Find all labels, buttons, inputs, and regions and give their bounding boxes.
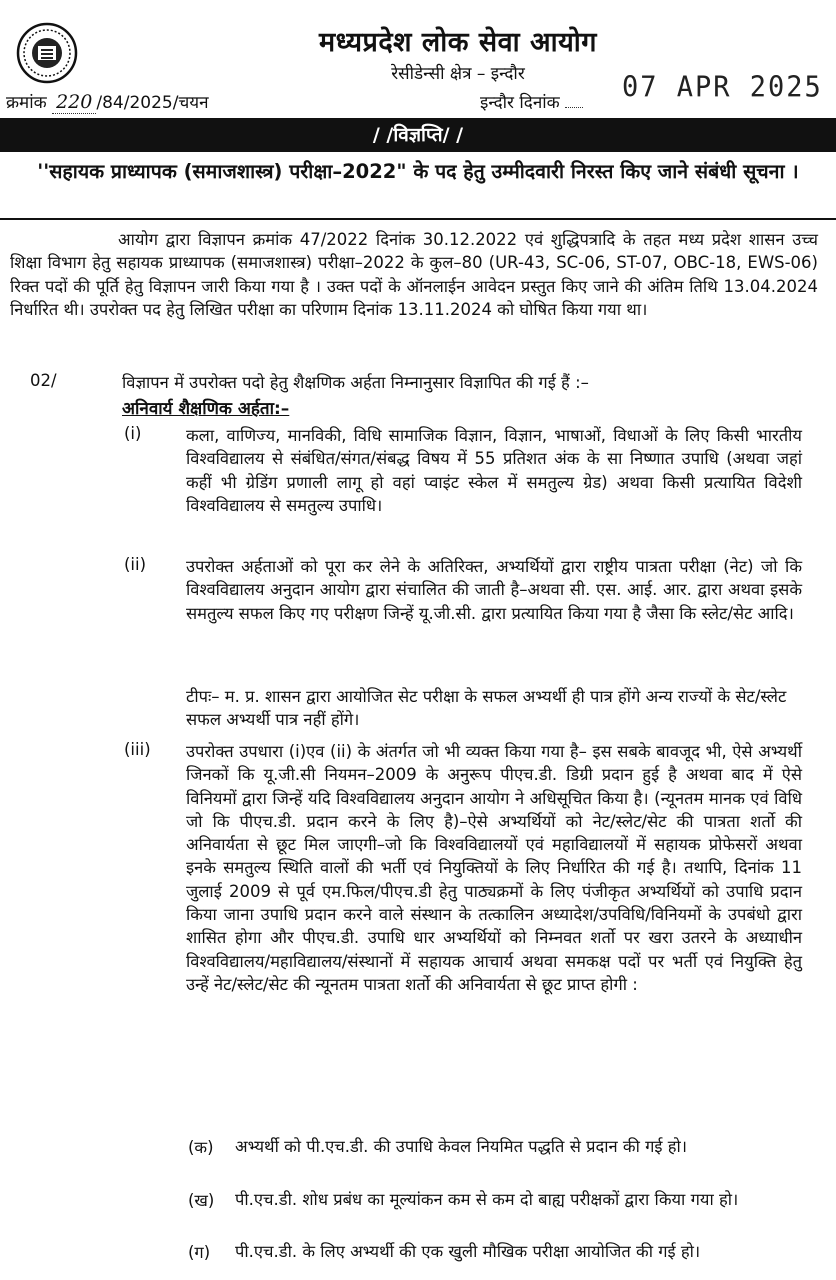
subitem-number: (ग) [188,1243,211,1262]
organization-address: रेसीडेन्सी क्षेत्र – इन्दौर [391,64,525,84]
handwritten-ref-number: 220 [52,91,96,114]
section-2-heading: अनिवार्य शैक्षणिक अर्हता:– [122,399,290,419]
ref-suffix: /84/2025/चयन [96,93,209,113]
mppsc-emblem-logo [16,22,78,84]
date-label: इन्दौर दिनांक [480,93,560,113]
subject-divider [0,218,836,220]
subitem-text: पी.एच.डी. के लिए अभ्यर्थी की एक खुली मौखिक परीक्षा आयोजित की गई हो। [235,1242,701,1261]
item-number: (ii) [124,555,147,574]
tip-note: टीपः– म. प्र. शासन द्वारा आयोजित सेट परीक्षा के सफल अभ्यर्थी ही पात्र होंगे अन्य राज्यों के सेट/स्लेट सफल अभ्यर्थी पात्र नहीं होंगे। [186,687,787,730]
section-2-intro: विज्ञापन में उपरोक्त पदो हेतु शैक्षणिक अर्हता निम्नानुसार विज्ञापित की गई हैं :– [122,373,589,392]
item-text: उपरोक्त उपधारा (i)एव (ii) के अंतर्गत जो भी व्यक्त किया गया है– इस सबके बावजूद भी, ऐसे अभ्यर्थी जिनकों कि यू.जी.सी नियमन–2009 के अनुरूप पीएच.डी. डिग्री प्रदान हुई है अथवा बाद में ऐसे विनियमों द्वारा जिन्हें यदि विश्वविद्यालय अनुदान आयोग ने अधिसूचित किया है। (न्यूनतम मानक एवं विधि जो कि पीएच.डी. प्रदान करने के लिए है)–ऐसे अभ्यर्थियों को नेट/स्लेट/सेट की पात्रता शर्तो की अनिवार्यता से छूट मिल जाएगी–जो कि विश्वविद्यालयों एवं महाविद्यालयों में सहायक प्रोफेसरों अथवा इनके समतुल्य स्थिति वालों की भर्ती एवं नियुक्तियों के लिए निर्धारित की गई है। तथापि, दिनांक 11 जुलाई 2009 से पूर्व एम.फिल/पीएच.डी हेतु पाठ्यक्रमों के लिए पंजीकृत अभ्यर्थियों को उपाधि प्रदान किया जाना उपाधि प्रदान करने वाले संस्थान के तत्कालिन अध्यादेश/उपविधि/विनियमों के उपबंधो द्वारा शासित होगा और पीएच.डी. उपाधि धार अभ्यर्थियों को निम्नवत शर्तो पर खरा उतरने के अध्याधीन विश्वविद्यालय/महाविद्यालय/संस्थानों में सहायक आचार्य अथवा समकक्ष पदों पर भर्ती एवं नियुक्ति हेतु उन्हें नेट/स्लेट/सेट की न्यूनतम पात्रता शर्तो की अनिवार्यता से छूट प्राप्त होगी : [186,742,802,994]
notice-subject: ''सहायक प्राध्यापक (समाजशास्त्र) परीक्षा–2022" के पद हेतु उम्मीदवारी निरस्त किए जाने संबंधी सूचना । [37,160,799,183]
date-stamp: 07 APR 2025 [622,71,823,104]
date-dotted-line [565,107,583,108]
item-number: (iii) [124,740,151,759]
reference-number [6,90,209,113]
ref-prefix: क्रमांक [6,93,47,113]
date-line [480,90,583,113]
item-text: कला, वाणिज्य, मानविकी, विधि सामाजिक विज्ञान, विज्ञान, भाषाओं, विधाओं के लिए किसी भारतीय विश्वविद्यालय से संबंधित/संगत/संबद्ध विषय में 55 प्रतिशत अंक के सा निष्णात उपाधि (अथवा जहां कहीं भी ग्रेडिंग प्रणाली लागू हो वहां प्वाइंट स्केल में समतुल्य ग्रेड) अथवा किसी प्रत्यायित विदेशी विश्वविद्यालय से समतुल्य उपाधि। [186,426,802,515]
paragraph-1: आयोग द्वारा विज्ञापन क्रमांक 47/2022 दिनांक 30.12.2022 एवं शुद्धिपत्रादि के तहत मध्य प्रदेश शासन उच्च शिक्षा विभाग हेतु सहायक प्राध्यापक (समाजशास्त्र) परीक्षा–2022 के कुल–80 (UR-43, SC-06, ST-07, OBC-18, EWS-06) रिक्त पदों की पूर्ति हेतु विज्ञापन जारी किया गया है । उक्त पदों के ऑनलाईन आवेदन प्रस्तुत किए जाने की अंतिम तिथि 13.04.2024 निर्धारित थी। उपरोक्त पद हेतु लिखित परीक्षा का परिणाम दिनांक 13.11.2024 को घोषित किया गया था। [10,230,818,319]
section-2-number: 02/ [30,371,57,390]
subitem-number: (ख) [188,1191,215,1210]
organization-title: मध्यप्रदेश लोक सेवा आयोग [319,27,597,58]
item-text: उपरोक्त अर्हताओं को पूरा कर लेने के अतिरिक्त, अभ्यर्थियों द्वारा राष्ट्रीय पात्रता परीक्षा (नेट) जो कि विश्वविद्यालय अनुदान आयोग द्वारा संचालित की जाती है–अथवा सी. एस. आई. आर. द्वारा अथवा इसके समतुल्य सफल किए गए परीक्षण जिन्हें यू.जी.सी. द्वारा प्रत्यायित किया गया है जैसा कि स्लेट/सेट आदि। [186,557,802,623]
subitem-number: (क) [188,1138,214,1157]
subitem-text: अभ्यर्थी को पी.एच.डी. की उपाधि केवल नियमित पद्धति से प्रदान की गई हो। [235,1137,688,1156]
notice-banner: / /विज्ञप्ति/ / [0,118,836,152]
item-number: (i) [124,424,142,443]
subitem-text: पी.एच.डी. शोध प्रबंध का मूल्यांकन कम से कम दो बाह्य परीक्षकों द्वारा किया गया हो। [235,1190,739,1209]
